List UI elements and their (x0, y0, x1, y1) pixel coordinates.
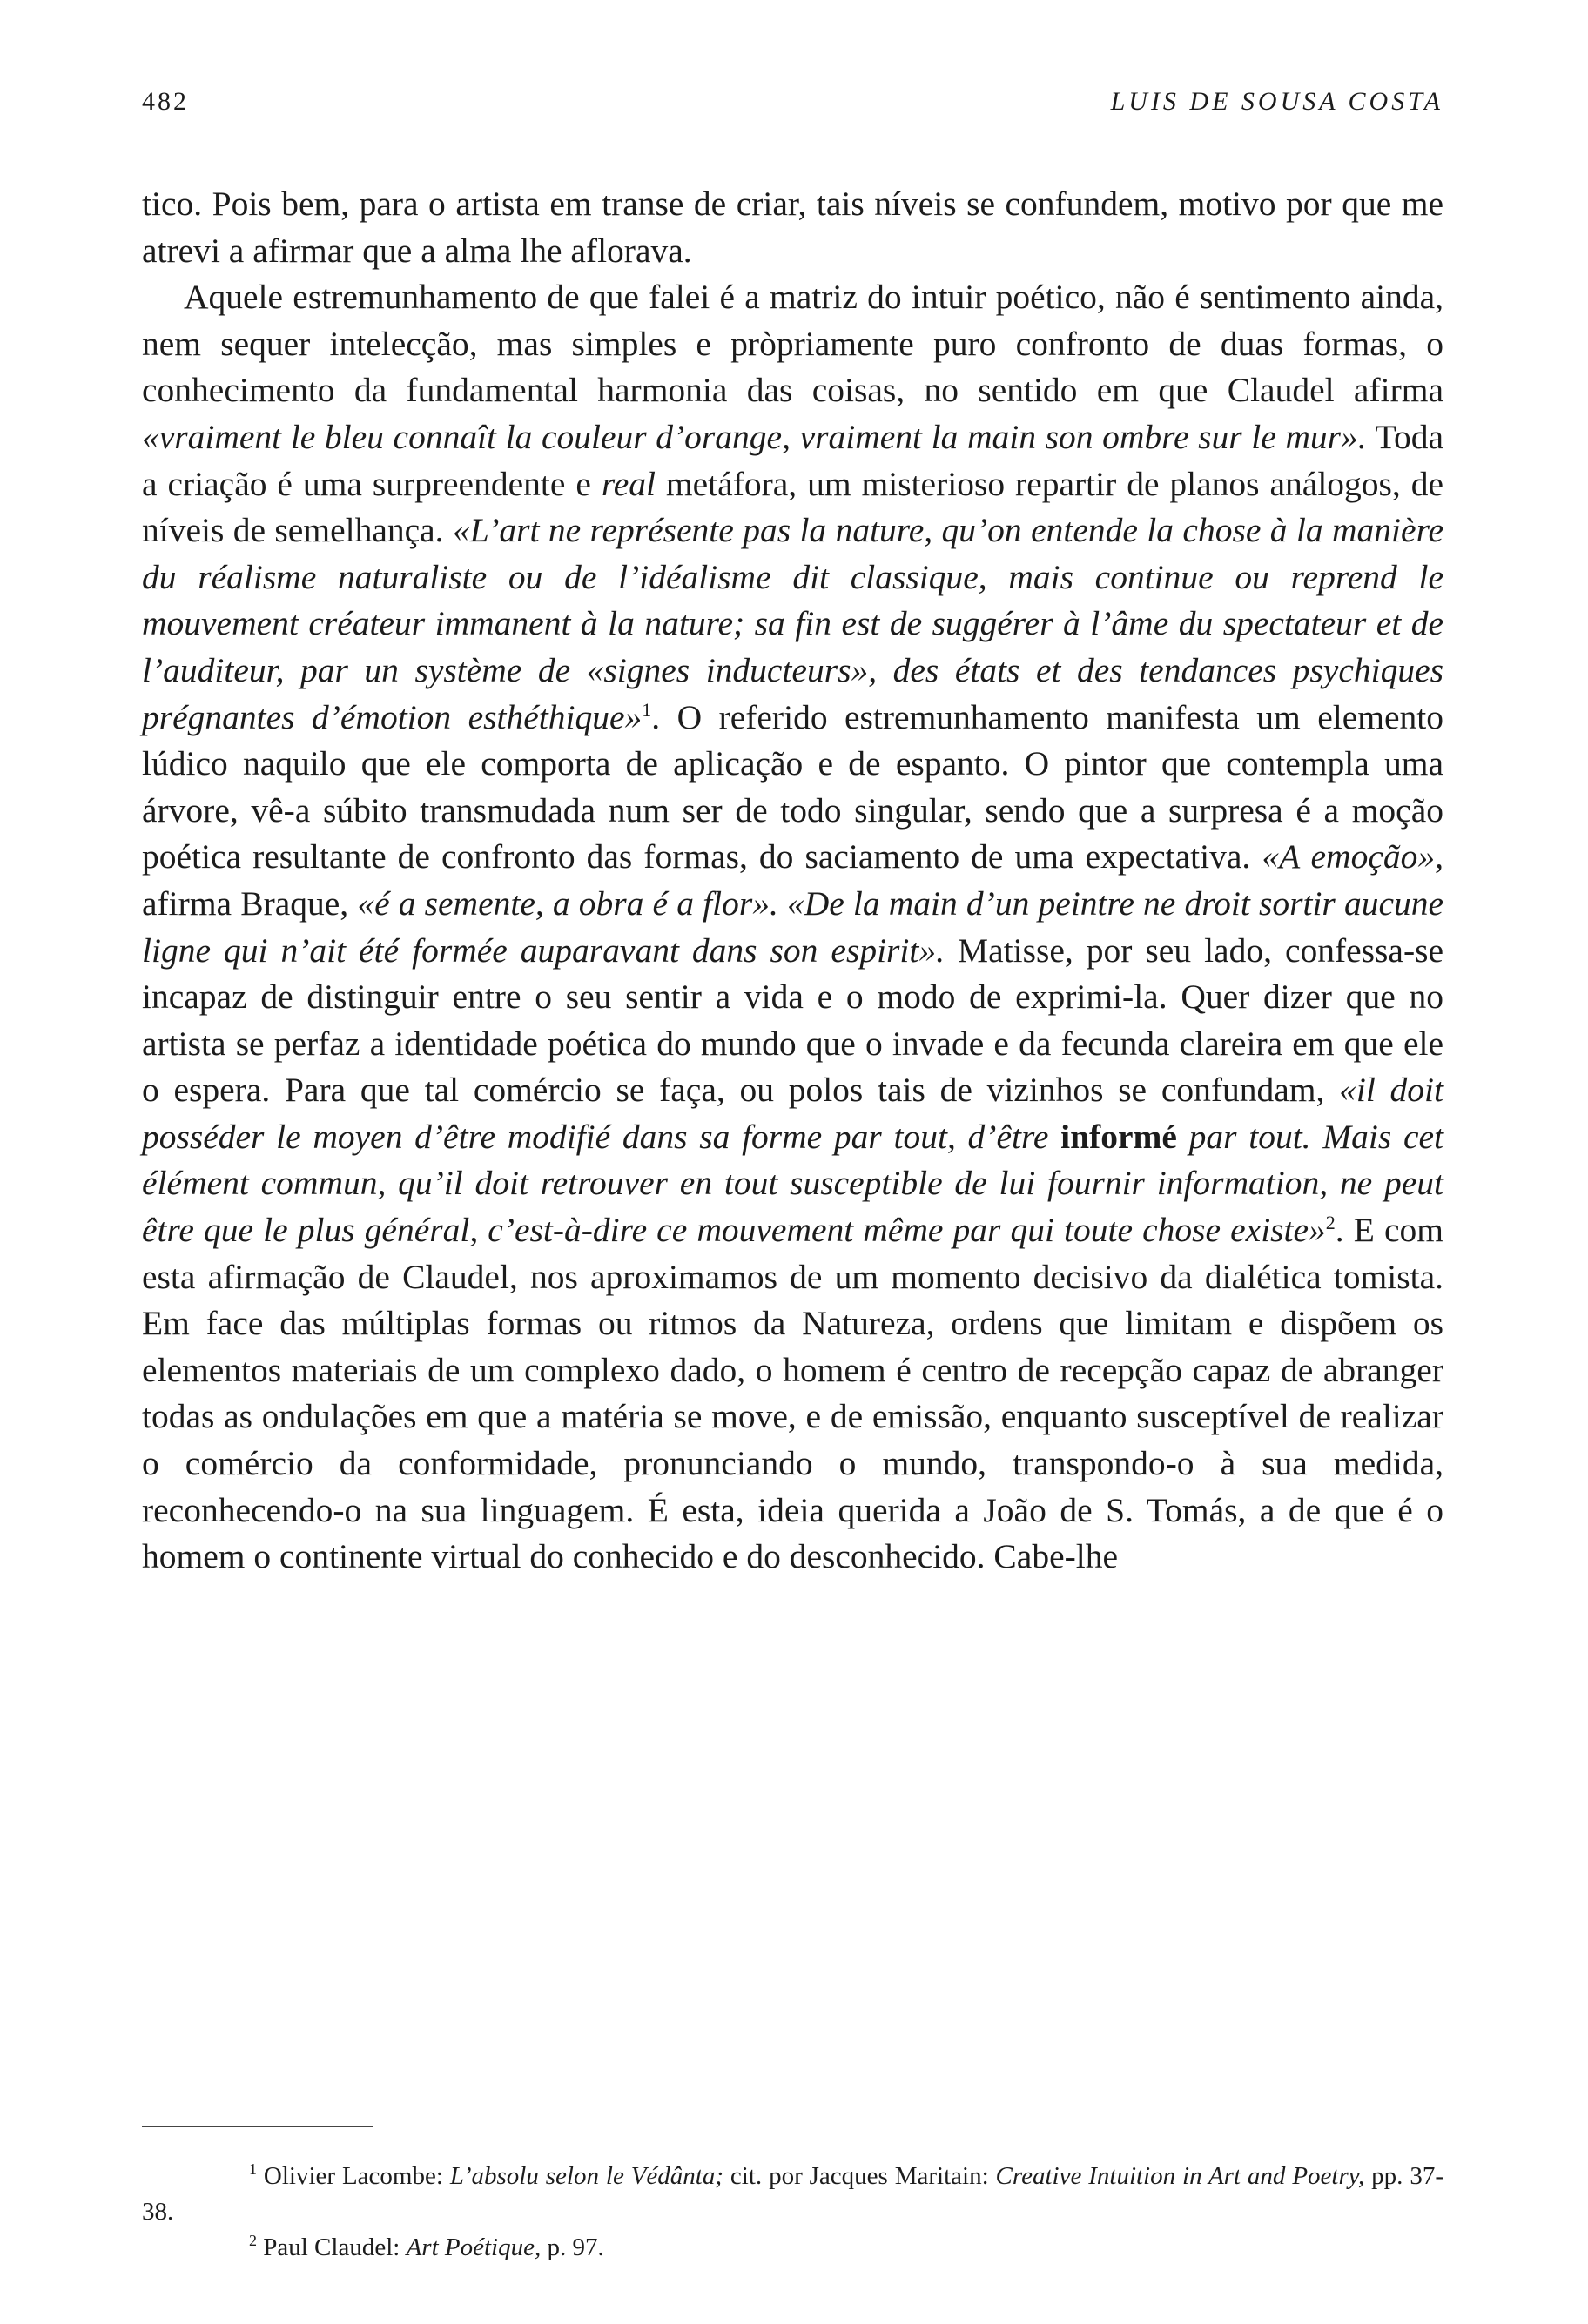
italic-text: «A emoção», (1262, 837, 1443, 877)
paragraph-continuation (142, 181, 1443, 274)
italic-text: Art Poétique, (406, 2233, 542, 2261)
italic-text: L’absolu selon le Védânta; (449, 2162, 724, 2190)
text-run: Aquele estremunhamento de que falei é a matriz do intuir poético, não é sentimento ainda, nem sequer intelecção, mas simples e pròpriamente puro confronto de duas formas, o conhecimento da fundamental harmonia das coisas, no sentido em que Claudel afirma (142, 278, 1443, 410)
text-run: p. 97. (541, 2233, 604, 2261)
main-text (142, 181, 1443, 1581)
page-header (142, 87, 1443, 117)
footnote-ref: 1 (249, 2160, 257, 2178)
text-run: metáfora, um misterioso repartir de planos análogos, de níveis de semelhança. (142, 464, 1444, 550)
text-run (1177, 1118, 1189, 1156)
footnote-ref: 2 (1325, 1212, 1336, 1234)
footnote (142, 2159, 1443, 2230)
footnote-ref: 2 (249, 2232, 257, 2249)
italic-text: real (601, 464, 656, 503)
bold-text: informé (1060, 1117, 1177, 1156)
text-run: . E com esta afirmação de Claudel, nos aproximamos de um momento decisivo da dialética tomista. Em face das múltiplas formas ou ritmos da Natureza, ordens que limitam e dispõem os elementos materiais de um complexo dado, o homem é centro de recepção capaz de abranger todas as ondulações em que a matéria se move, e de emissão, enquanto susceptível de realizar o comércio da conformidade, pronunciando o mundo, transpondo-o à sua medida, reconhecendo-o na sua linguagem. É esta, ideia querida a João de S. Tomás, a de que é o homem o continente virtual do conhecido e do desconhecido. Cabe-lhe (142, 1211, 1443, 1576)
text-run: . O referido estremunhamento manifesta um elemento lúdico naquilo que ele comporta de aplicação e de espanto. O pintor que contempla uma árvore, vê-a súbito transmudada num ser de todo singular, sendo que a surpresa é a moção poética resultante de confronto das formas, do saciamento de uma expectativa. (142, 697, 1443, 877)
footnote-divider (142, 2126, 373, 2127)
italic-text: Creative Intuition in Art and Poetry, (995, 2162, 1365, 2190)
footnote-ref: 1 (642, 698, 652, 721)
text-run: Toda a criação é uma surpreendente e (142, 417, 1443, 503)
text-run: tico. Pois bem, para o artista em transe de criar, tais níveis se confundem, motivo por que me atrevi a afirmar que a alma lhe aflorava. (142, 185, 1443, 270)
text-run: Matisse, por seu lado, confessa-se incapaz de distinguir entre o seu sentir a vida e o modo de exprimi-la. Quer dizer que no artista se perfaz a identidade poética do mundo que o invade e da fecunda clareira em que ele o espera. Para que tal comércio se faça, ou polos tais de vizinhos se confundam, (142, 930, 1443, 1110)
italic-text: «il doit posséder le moyen d’être modifié dans sa forme par tout, d’être (142, 1071, 1443, 1156)
text-run: pp. 37-38. (142, 2162, 1443, 2226)
text-run: Olivier Lacombe: (257, 2162, 450, 2190)
text-run: cit. por Jacques Maritain: (723, 2162, 996, 2190)
footnotes (142, 2159, 1443, 2266)
paragraph (142, 274, 1443, 1581)
footnote (142, 2230, 1443, 2266)
text-run: afirma Braque, (142, 883, 358, 923)
italic-text: par tout. Mais cet élément commun, qu’il doit retrouver en tout susceptible de lui fournir information, ne peut être que le plus général, c’est-à-dire ce mouvement même par qui toute chose existe» (142, 1117, 1444, 1250)
running-title: LUIS DE SOUSA COSTA (1110, 87, 1443, 116)
italic-text: «é a semente, a obra é a flor». «De la main d’un peintre ne droit sortir aucune ligne qui n’ait été formée auparavant dans son espirit». (142, 883, 1444, 970)
italic-text: «L’art ne représente pas la nature, qu’on entende la chose à la manière du réalisme naturaliste ou de l’idéalisme dit classique, mais continue ou reprend le mouvement créateur immanent à la nature; sa fin est de suggérer à l’âme du spectateur et de l’auditeur, par un système de «signes inducteurs», des états et des tendances psychiques prégnantes d’émotion esthéthique» (142, 511, 1444, 736)
italic-text: «vraiment le bleu connaît la couleur d’orange, vraiment la main son ombre sur le mur». (142, 417, 1367, 456)
page-number: 482 (142, 87, 189, 116)
text-run (1048, 1118, 1060, 1156)
text-run: Paul Claudel: (257, 2233, 407, 2261)
